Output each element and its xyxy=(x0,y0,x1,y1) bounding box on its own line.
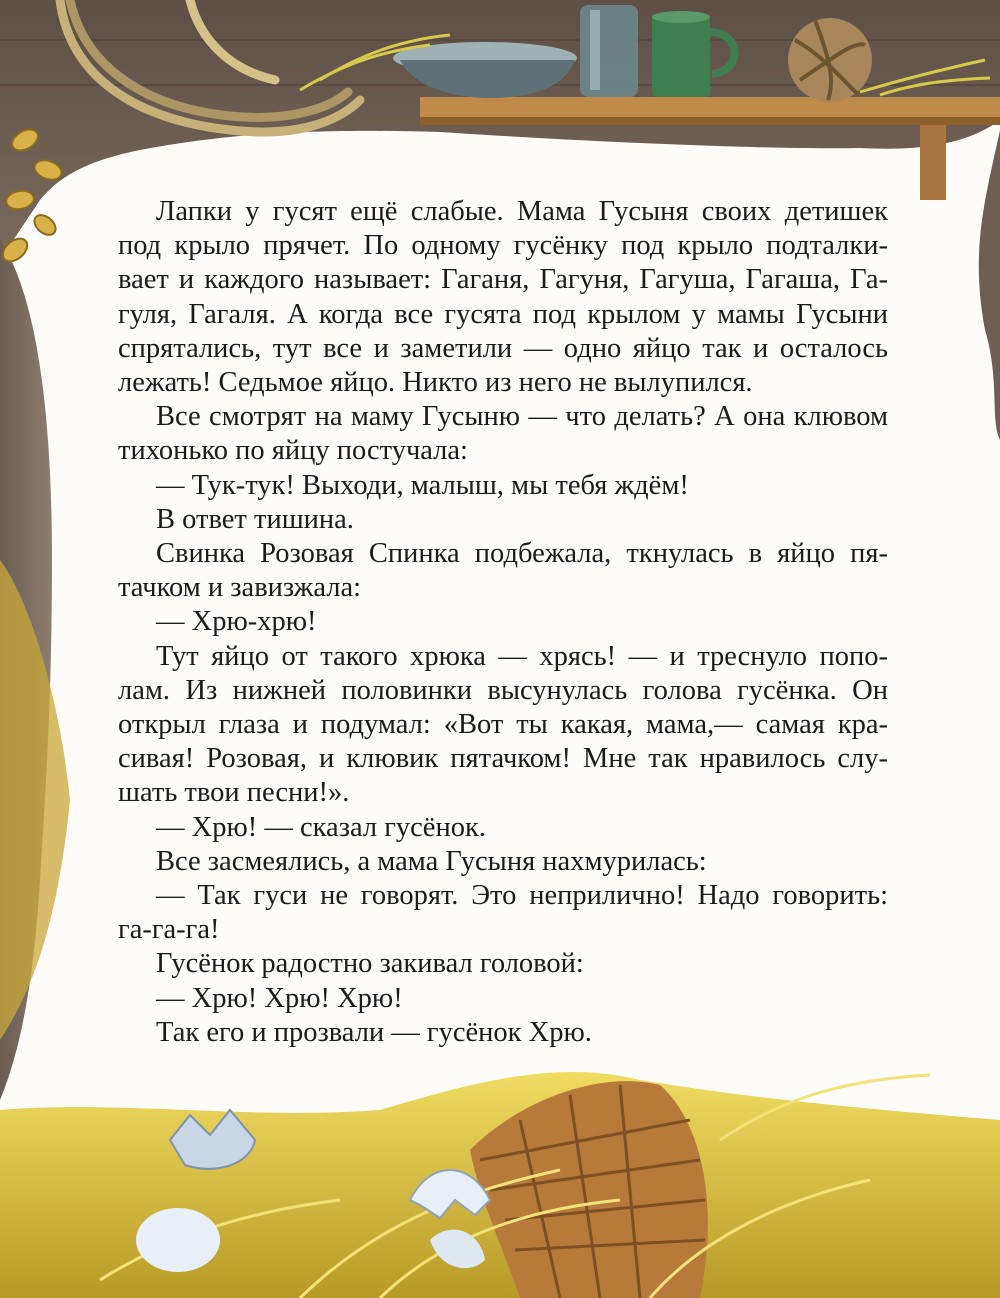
story-line: — Хрю! — сказал гусёнок. xyxy=(156,811,486,843)
story-line: тихонько по яйцу постучала: xyxy=(118,435,468,467)
story-line: лам. Из нижней половинки высунулась голова гусёнка. Он xyxy=(118,674,888,706)
story-line: Тут яйцо от такого хрюка — хрясь! — и треснуло попо- xyxy=(156,640,888,672)
story-line: Гусёнок радостно закивал головой: xyxy=(156,948,584,980)
story-line: — Тук-тук! Выходи, малыш, мы тебя ждём! xyxy=(156,469,689,501)
story-line: — Хрю! Хрю! Хрю! xyxy=(156,982,403,1014)
story-line: тачком и завизжала: xyxy=(118,572,362,604)
story-line: вает и каждого называет: Гаганя, Гагуня, Гагуша, Гагаша, Га- xyxy=(118,264,888,296)
shelf xyxy=(420,97,1000,200)
story-line: лежать! Седьмое яйцо. Никто из него не вылупился. xyxy=(118,367,753,399)
story-line: шать твои песни!». xyxy=(118,777,350,809)
story-line: Все смотрят на маму Гусыню — что делать? А она клювом xyxy=(156,401,888,433)
story-text xyxy=(118,195,888,1050)
story-line: Все засмеялись, а мама Гусыня нахмурилась: xyxy=(156,845,707,877)
story-line: сивая! Розовая, и клювик пятачком! Мне так нравилось слу- xyxy=(118,743,888,775)
yarn-ball-icon xyxy=(788,18,872,102)
story-line: — Хрю-хрю! xyxy=(156,606,317,638)
story-line: Так его и прозвали — гусёнок Хрю. xyxy=(156,1016,592,1048)
right-wall xyxy=(979,130,1000,440)
story-line: Лапки у гусят ещё слабые. Мама Гусыня своих детишек xyxy=(156,196,888,227)
story-line: спрятались, тут все и заметили — одно яйцо так и осталось xyxy=(118,332,888,364)
story-line: га-га-га! xyxy=(118,914,220,946)
story-line: открыл глаза и подумал: «Вот ты какая, мама,— самая кра- xyxy=(118,709,888,741)
jar-icon xyxy=(580,5,638,97)
story-line: В ответ тишина. xyxy=(156,503,354,535)
story-line: под крыло прячет. По одному гусёнку под крыло подталки- xyxy=(118,230,888,262)
story-line: Свинка Розовая Спинка подбежала, ткнулась в яйцо пя- xyxy=(156,538,888,570)
story-line: гуля, Гагаля. А когда все гусята под крылом у мамы Гусыни xyxy=(118,298,888,330)
story-line: — Так гуси не говорят. Это неприлично! Надо говорить: xyxy=(156,880,888,912)
